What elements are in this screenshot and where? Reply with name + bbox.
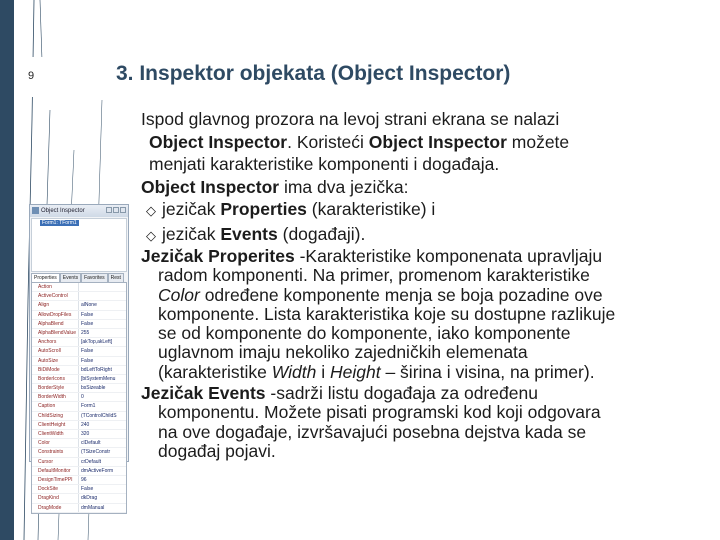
inspector-tabs <box>31 273 127 282</box>
slide-content <box>141 108 701 461</box>
intro-line-1: Ispod glavnog prozora na levoj strani ekrana se nalazi <box>141 109 560 129</box>
property-row[interactable] <box>32 393 126 402</box>
property-name: BorderWidth <box>38 394 66 401</box>
minimize-icon[interactable] <box>106 207 112 213</box>
property-name: ClientWidth <box>38 431 64 437</box>
bullet-events: ◇ jezičak Events (događaji). <box>146 223 366 244</box>
tab-events[interactable]: Events <box>60 273 81 282</box>
property-name: AutoSize <box>38 357 59 364</box>
property-name: DragMode <box>38 504 62 511</box>
property-row[interactable] <box>32 320 126 329</box>
property-name: BorderStyle <box>38 385 65 392</box>
property-name: DragKind <box>38 495 59 502</box>
property-name: BorderIcons <box>38 375 65 382</box>
property-value[interactable]: bdLeftToRight <box>78 366 126 374</box>
property-name: AllowDropFiles <box>38 311 72 318</box>
diamond-bullet-icon: ◇ <box>146 203 156 218</box>
intro-line-4: Object Inspector ima dva jezička: <box>141 176 409 197</box>
property-row[interactable] <box>32 292 126 301</box>
property-value[interactable]: Form1 <box>78 402 126 410</box>
property-row[interactable] <box>32 448 126 457</box>
property-value[interactable]: bsSizeable <box>78 384 126 392</box>
inspector-titlebar <box>30 205 128 217</box>
property-value[interactable]: 240 <box>78 421 126 429</box>
property-value[interactable]: False <box>78 347 126 355</box>
property-value[interactable]: [biSystemMenu <box>78 375 126 383</box>
events-paragraph: Jezičak Events -sadrži listu događaja za određenu komponentu. Možete pisati programski kod koji odgovara na ove događaje, izvršavajući posebna dejstva kada se događaj pojavi. <box>141 383 601 461</box>
tab-properties[interactable]: Properties <box>31 273 60 282</box>
properties-paragraph: Jezičak Properites -Karakteristike komponenata upravljaju radom komponenti. Na primer, promenom karakteristike Color određene komponente menja se boja pozadine ove komponente. Lista karakteristika koje su dostupne razlikuje se od komponente do komponente, iako komponente uglavnom imaju nekoliko zajedničkih elemenata (karakteristike Width i Height – širina i visina, na primer). <box>141 246 616 382</box>
close-icon[interactable] <box>120 207 126 213</box>
property-name: ChildSizing <box>38 412 64 419</box>
property-row[interactable] <box>32 439 126 448</box>
property-name: DockSite <box>38 486 59 493</box>
property-value[interactable]: False <box>78 320 126 328</box>
property-name: Cursor <box>38 458 54 465</box>
intro-line-2: Object Inspector. Koristeći Object Inspector možete <box>149 131 570 152</box>
property-name: DefaultMonitor <box>38 467 71 474</box>
property-row[interactable] <box>32 476 126 485</box>
property-name: AutoScroll <box>38 348 61 355</box>
property-value[interactable]: 320 <box>78 430 126 438</box>
property-row[interactable] <box>32 412 126 421</box>
property-name: AlphaBlendValue <box>38 329 76 336</box>
property-value[interactable] <box>78 283 126 291</box>
property-value[interactable]: [akTop,akLeft] <box>78 338 126 346</box>
property-row[interactable] <box>32 338 126 347</box>
property-value[interactable]: dkDrag <box>78 494 126 502</box>
property-value[interactable]: 0 <box>78 393 126 401</box>
property-row[interactable] <box>32 504 126 513</box>
property-row[interactable] <box>32 283 126 292</box>
property-row[interactable] <box>32 347 126 356</box>
property-row[interactable] <box>32 366 126 375</box>
property-value[interactable]: False <box>78 485 126 493</box>
inspector-title: Object Inspector <box>41 208 85 214</box>
window-controls <box>106 207 126 213</box>
object-inspector-screenshot <box>29 204 129 511</box>
diamond-bullet-icon: ◇ <box>146 227 156 243</box>
property-row[interactable] <box>32 494 126 503</box>
property-row[interactable] <box>32 467 126 476</box>
property-name: DesignTimePPI <box>38 476 73 483</box>
property-name: Color <box>38 440 50 447</box>
property-row[interactable] <box>32 458 126 467</box>
slide-title: 3. Inspektor objekata (Object Inspector) <box>116 62 511 85</box>
property-row[interactable] <box>32 301 126 310</box>
property-name: Action <box>38 284 52 290</box>
property-value[interactable]: dmActiveForm <box>78 467 126 475</box>
property-value[interactable]: crDefault <box>78 458 126 466</box>
property-value[interactable]: 96 <box>78 476 126 484</box>
property-name: ActiveControl <box>38 293 68 300</box>
property-value[interactable]: dmManual <box>78 504 126 512</box>
component-tree[interactable] <box>31 218 127 272</box>
bullet-properties: ◇ jezičak Properties (karakteristike) i <box>146 199 436 219</box>
property-name: Constraints <box>38 449 64 456</box>
property-name: AlphaBlend <box>38 320 64 327</box>
property-grid <box>31 282 127 514</box>
property-row[interactable] <box>32 357 126 366</box>
property-value[interactable]: False <box>78 311 126 319</box>
window-icon <box>32 207 39 214</box>
property-value[interactable]: 255 <box>78 329 126 337</box>
property-value[interactable]: (TSizeConstr <box>78 448 126 456</box>
tab-rest[interactable]: Rest <box>108 273 124 282</box>
property-row[interactable] <box>32 421 126 430</box>
property-row[interactable] <box>32 430 126 439</box>
property-value[interactable] <box>78 292 126 300</box>
property-name: Align <box>38 302 50 309</box>
intro-line-3: menjati karakteristike komponenti i događaja. <box>149 154 500 174</box>
tree-node-form[interactable]: Form1: TForm1 <box>42 220 77 226</box>
property-row[interactable] <box>32 384 126 393</box>
property-row[interactable] <box>32 485 126 494</box>
property-row[interactable] <box>32 402 126 411</box>
property-row[interactable] <box>32 329 126 338</box>
property-name: Caption <box>38 403 56 410</box>
property-name: BiDiMode <box>38 366 60 373</box>
property-value[interactable]: (TControlChildS <box>78 412 126 420</box>
property-name: ClientHeight <box>38 421 66 428</box>
property-row[interactable] <box>32 311 126 320</box>
tab-favorites[interactable]: Favorites <box>81 273 108 282</box>
property-value[interactable]: False <box>78 357 126 365</box>
property-value[interactable]: clDefault <box>78 439 126 447</box>
slide-number: 9 <box>28 70 35 82</box>
maximize-icon[interactable] <box>113 207 119 213</box>
property-row[interactable] <box>32 375 126 384</box>
property-value[interactable]: alNone <box>78 301 126 309</box>
property-name: Anchors <box>38 339 57 346</box>
